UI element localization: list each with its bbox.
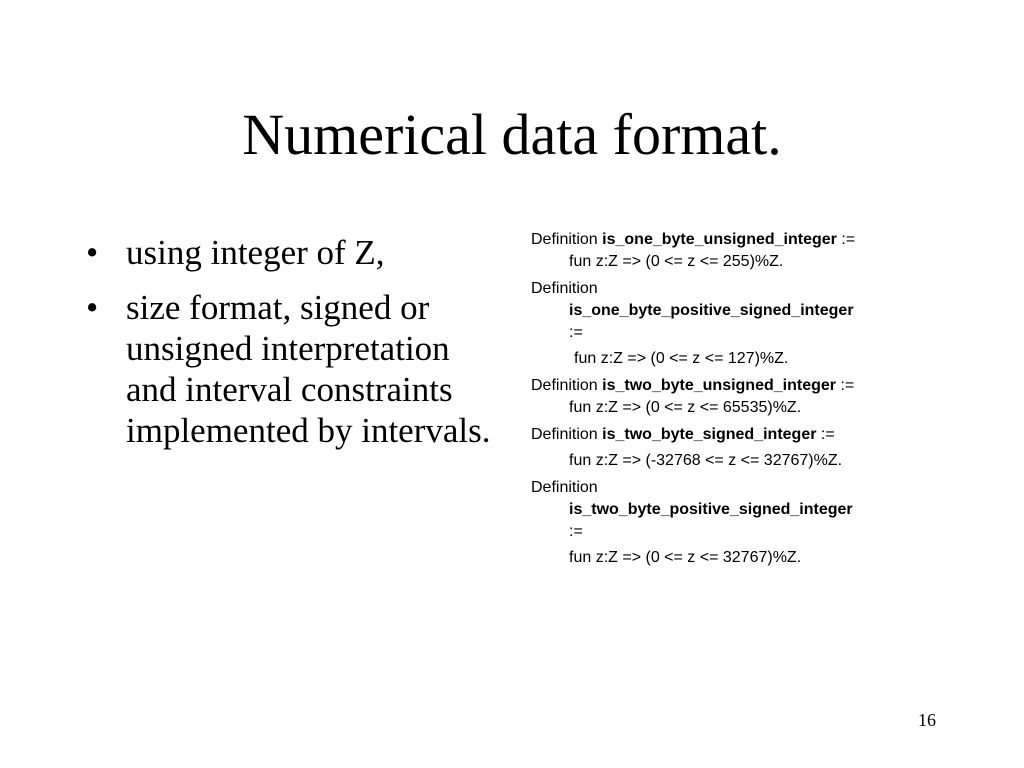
bullet-list-column: [82, 232, 492, 465]
bullet-item: [82, 287, 492, 451]
definition-header: [531, 424, 951, 446]
definition-block: [531, 278, 951, 370]
bullet-item: [82, 232, 492, 273]
definition-block: [531, 375, 951, 419]
definition-body: fun z:Z => (0 <= z <= 255)%Z.: [569, 253, 784, 270]
definition-keyword: Definition: [531, 377, 598, 394]
definition-header: [531, 375, 951, 397]
bullet-text: using integer of Z,: [126, 233, 385, 272]
definition-name: is_two_byte_positive_signed_integer: [569, 501, 853, 518]
definition-name: is_two_byte_signed_integer: [602, 426, 817, 443]
definition-block: [531, 424, 951, 472]
definition-block: [531, 477, 951, 569]
definition-keyword: Definition: [531, 426, 598, 443]
definition-body: fun z:Z => (0 <= z <= 127)%Z.: [574, 350, 789, 367]
bullet-icon: •: [86, 233, 99, 272]
definition-assign: :=: [569, 324, 583, 341]
definition-body: fun z:Z => (-32768 <= z <= 32767)%Z.: [569, 452, 843, 469]
definition-assign: :=: [841, 231, 856, 248]
definitions-column: [531, 229, 951, 574]
page-number: 16: [918, 710, 936, 730]
slide-title: Numerical data format.: [242, 102, 782, 167]
definition-name: is_one_byte_unsigned_integer: [602, 231, 837, 248]
definition-keyword: Definition: [531, 479, 598, 496]
definition-keyword: Definition: [531, 280, 598, 297]
definition-name: is_one_byte_positive_signed_integer: [569, 302, 854, 319]
bullet-list: [82, 232, 492, 451]
definition-body: fun z:Z => (0 <= z <= 32767)%Z.: [569, 549, 802, 566]
definition-assign: :=: [820, 426, 835, 443]
definition-body: fun z:Z => (0 <= z <= 65535)%Z.: [569, 399, 802, 416]
definition-assign: :=: [569, 523, 583, 540]
definition-name: is_two_byte_unsigned_integer: [602, 377, 836, 394]
bullet-icon: •: [86, 288, 99, 327]
bullet-text: size format, signed or unsigned interpretation and interval constraints implemented by intervals.: [126, 288, 491, 450]
definition-header: [531, 229, 951, 251]
definition-keyword: Definition: [531, 231, 598, 248]
definition-assign: :=: [840, 377, 855, 394]
definition-block: [531, 229, 951, 273]
